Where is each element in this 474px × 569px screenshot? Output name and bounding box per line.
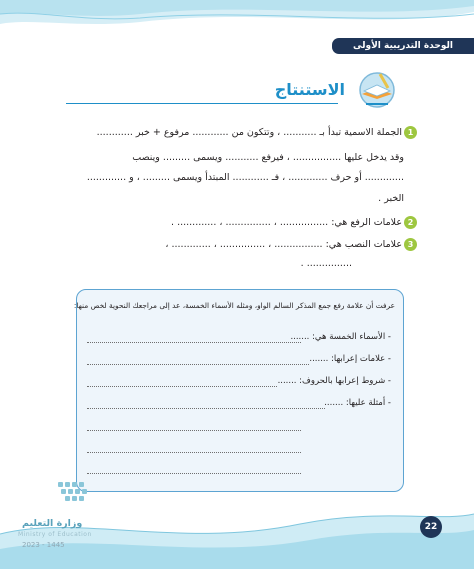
question-2-text: علامات الرفع هي: ................ ، ............... ، ............. .: [171, 217, 402, 228]
question-number-2: 2: [404, 216, 417, 229]
book-icon: [352, 66, 402, 110]
section-title: الاستنتاج: [274, 80, 345, 99]
answer-line[interactable]: [87, 430, 301, 431]
top-wave-decoration: [0, 0, 474, 40]
question-1-line-2: وقد يدخل عليها ................ ، فيرفع ........... ويسمى ......... وينصب: [132, 152, 404, 163]
question-3-text: علامات النصب هي: ................ ، ............... ، ............. ،: [165, 239, 402, 250]
edition-year: 2023 - 1445: [22, 541, 65, 549]
question-3-line-2: ............... .: [300, 258, 352, 269]
ministry-name-en: Ministry of Education: [18, 531, 92, 538]
answer-line[interactable]: [87, 473, 301, 474]
answer-line[interactable]: [87, 408, 325, 409]
activity-item-2: - علامات إعرابها: .......: [309, 354, 391, 364]
activity-intro: عرفت أن علامة رفع جمع المذكر السالم الواو، ومثله الأسماء الخمسة، عد إلى مراجعك النحوية لخص منها:: [73, 301, 395, 310]
activity-item-1: - الأسماء الخمسة هي: .......: [290, 332, 391, 342]
answer-line[interactable]: [87, 364, 309, 365]
answer-line[interactable]: [87, 342, 301, 343]
answer-line[interactable]: [87, 386, 277, 387]
question-number-1: 1: [404, 126, 417, 139]
activity-item-3: - شروط إعرابها بالحروف: .......: [277, 376, 391, 386]
unit-title-bar: الوحدة التدريبية الأولى: [332, 38, 474, 54]
question-1-line-3: ............. أو حرف ............. ، فـ ............ المبتدأ ويسمى ......... ، و .............: [86, 172, 404, 183]
activity-box: [73, 289, 404, 492]
page-number: 22: [420, 516, 442, 538]
section-title-underline: [66, 103, 338, 104]
activity-item-4: - أمثلة عليها: .......: [324, 398, 391, 408]
ministry-name: وزارة التعليم: [22, 518, 83, 529]
question-1-line-1: الجملة الاسمية تبدأ بـ ........... ، وتتكون من ............ مرفوع + خبر ............: [96, 127, 402, 138]
answer-line[interactable]: [87, 452, 301, 453]
question-number-3: 3: [404, 238, 417, 251]
question-1-line-4: الخبر .: [378, 193, 404, 204]
